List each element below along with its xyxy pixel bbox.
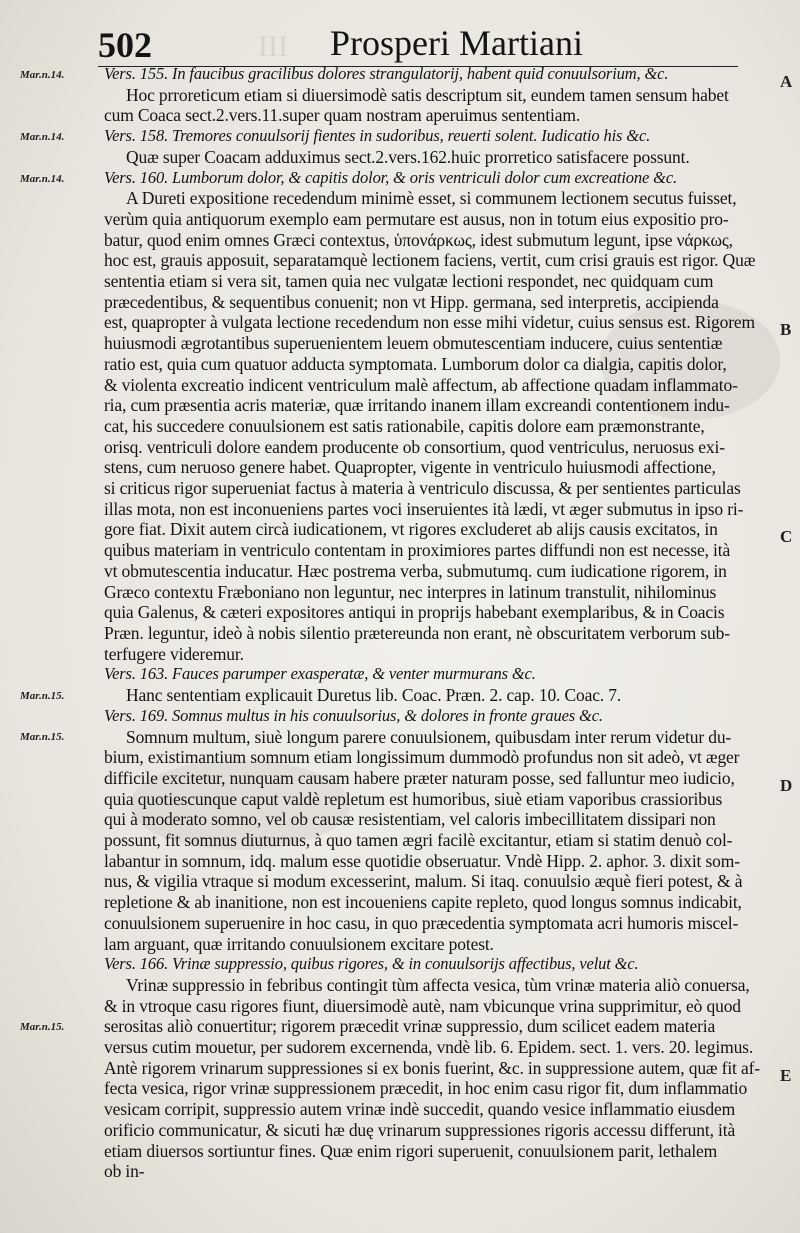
- text-line: illas mota, non est inconueniens partes voci inseruientes ità lædi, vt æger submutus in ipso ri-: [104, 498, 744, 519]
- text-line: orisq. ventriculi dolore eandem producente ob consortium, quod ventriculus, neruosus exi-: [104, 436, 725, 457]
- section-letter: D: [780, 775, 793, 795]
- text-line: hoc est, grauis apposuit, separatamquè lectionem faciens, vertit, cum crisi grauis est rigor. Quæ: [104, 250, 756, 271]
- text-line: Antè rigorem vrinarum suppressiones si ex bonis fuerint, &c. in suppressione autem, quæ fit af-: [104, 1057, 760, 1078]
- text-line: difficile excitetur, nunquam causam habere præter naturam posse, sed falluntur meo iudicio,: [104, 767, 735, 788]
- text-line: fecta vesica, rigor vrinæ suppressionem præcedit, in hoc enim casu rigor fit, dum inflammatio: [104, 1078, 748, 1099]
- text-line: Græco contextu Fræboniano non leguntur, nec interpres in latinum transtulit, nihilominus: [104, 581, 717, 602]
- running-head: Prosperi Martiani: [330, 23, 583, 63]
- text-line: stens, cum neruoso genere habet. Quapropter, vigente in ventriculo huiusmodi affectione,: [104, 457, 716, 478]
- text-body: [104, 64, 772, 1182]
- text-line: serositas aliò conuertitur; rigorem præcedit vrinæ suppressio, dum scilicet eadem materia: [104, 1016, 716, 1037]
- text-line: huiusmodi ægrotantibus superuenientem leuem obmutescentiam inducere, cuius sententiæ: [104, 333, 723, 354]
- text-line: quia Galenus, & cæteri expositores antiqui in proprijs habebant exemplaribus, & in Coacis: [104, 602, 725, 623]
- text-line: quibus materiam in ventriculo contentam in proximiores partes diffundi non est necesse, ità: [104, 540, 731, 561]
- text-line: bium, existimantium somnum etiam longissimum dummodò profundus non sit adeò, vt æger: [104, 747, 740, 768]
- bleed-through-text: III: [258, 30, 288, 63]
- text-line: ob in-: [104, 1161, 145, 1182]
- text-line: orificio communicatur, & sicuti hæ duę vrinarum suppressiones rigoris accessu differunt, ità: [104, 1119, 736, 1140]
- verse-reference: Vers. 158. Tremores conuulsorij fientes in sudoribus, reuerti solent. Iudicatio his &c.: [104, 126, 651, 146]
- text-line: gore fiat. Dixit autem circà iudicationem, vt rigores excluderet ab alijs causis excitatos, in: [104, 519, 718, 540]
- section-letter: A: [780, 72, 793, 91]
- text-line: est, quapropter à vulgata lectione recedendum non esse mihi videtur, cuius sensus est. Rigorem: [104, 312, 755, 333]
- text-line: repletione & ab inanitione, non est incoueniens capite repleto, quod longus somnus indicabit,: [104, 892, 742, 913]
- text-line: ratio est, quia cum quatuor adducta symptomata. Lumborum dolor ca dialgia, capitis dolor,: [104, 353, 727, 374]
- margin-note: Mar.n.14.: [20, 131, 65, 144]
- margin-note: Mar.n.14.: [20, 69, 65, 81]
- text-line: si criticus rigor superueniat factus à materia à ventriculo discussa, & per sentientes particulas: [104, 478, 741, 499]
- text-line: Præn. leguntur, ideò à nobis silentio prætereunda non erant, nè obscuritatem verborum sub-: [104, 622, 730, 643]
- paragraph: [104, 64, 772, 126]
- text-line: Vrinæ suppressio in febribus contingit tùm affecta vesica, tùm vrinæ materia aliò conuersa,: [126, 974, 750, 995]
- verse-reference: Vers. 163. Fauces parumper exasperatæ, & venter murmurans &c.: [104, 664, 536, 684]
- text-line: terfugere videremur.: [104, 643, 244, 664]
- verse-reference: Vers. 169. Somnus multus in his conuulsorius, & dolores in fronte graues &c.: [104, 705, 603, 725]
- text-line: ria, cum præsentia acris materiæ, quæ irritando inanem illam excreandi contentionem indu-: [104, 395, 730, 416]
- text-line: Quæ super Coacam adduximus sect.2.vers.162.huic prorretico satisfacere possunt.: [126, 146, 690, 167]
- paragraph: [104, 168, 772, 665]
- text-line: vesicam corripit, suppressio autem vrinæ indè succedit, quando vesice inflammatio eiusdem: [104, 1099, 736, 1120]
- section-letter: B: [780, 320, 792, 340]
- verse-reference: Vers. 166. Vrinæ suppressio, quibus rigores, & in conuulsorijs affectibus, velut &c.: [104, 954, 639, 974]
- text-line: præcedentibus, & sequentibus conuenit; non vt Hipp. germana, sed interpretis, accipienda: [104, 291, 719, 312]
- verse-reference: Vers. 160. Lumborum dolor, & capitis dolor, & oris ventriculi dolor cum excreatione &c.: [104, 167, 677, 187]
- text-line: Hanc sententiam explicauit Duretus lib. Coac. Præn. 2. cap. 10. Coac. 7.: [126, 685, 622, 706]
- text-line: cat, his succedere conuulsionem est satis rationabile, capitis dolore eam præmonstrante,: [104, 415, 705, 436]
- text-line: & violenta excreatio indicent ventriculum malè affectum, ab affectione quadam inflammato-: [104, 374, 738, 395]
- text-line: Somnum multum, siuè longum parere conuulsionem, quibusdam inter rerum videtur du-: [126, 726, 732, 747]
- paragraph: [104, 664, 772, 705]
- text-line: etiam diuersos sortiuntur fines. Quæ enim rigori superuenit, conuulsionem parit, lethalem: [104, 1140, 718, 1161]
- text-line: Hoc prroreticum etiam si diuersimodè satis descriptum sit, eundem tamen sensum habet: [126, 84, 729, 105]
- margin-note: Mar.n.15.: [20, 731, 65, 744]
- text-line: cum Coaca sect.2.vers.11.super quam nostram aperuimus sententiam.: [104, 105, 581, 126]
- text-line: labantur in somnum, idq. malum esse quotidie obseruatur. Vndè Hipp. 2. aphor. 3. dixit som-: [104, 850, 740, 871]
- paragraph: [104, 706, 772, 954]
- text-line: conuulsionem superuenire in hoc casu, in quo præcedentia symptomata acri humoris miscel-: [104, 912, 739, 933]
- section-letter: C: [780, 527, 793, 547]
- text-line: possunt, fit somnus diuturnus, à quo tamen ægri facilè excitantur, etiam si statim denuò col-: [104, 830, 733, 851]
- page-number: 502: [98, 25, 152, 65]
- text-line: A Dureti expositione recedendum minimè esset, si communem lectionem secutus fuisset,: [126, 188, 737, 209]
- section-letter: E: [780, 1065, 792, 1085]
- margin-note: Mar.n.15.: [20, 1021, 65, 1034]
- verse-reference: Vers. 155. In faucibus gracilibus dolores strangulatorij, habent quid conuulsorium, &c.: [104, 64, 669, 83]
- text-line: quia quotiescunque caput valdè repletum est humoribus, siuè etiam vaporibus crassioribus: [104, 788, 723, 809]
- paragraph: [104, 954, 772, 1182]
- margin-note: Mar.n.14.: [20, 172, 65, 185]
- margin-note: Mar.n.15.: [20, 690, 65, 702]
- text-line: lam arguant, quæ irritando conuulsionem excitare potest.: [104, 933, 494, 954]
- text-line: versus cutim mouetur, per sudorem excernenda, vndè lib. 6. Epidem. sect. 1. vers. 20. legimus.: [104, 1037, 754, 1058]
- text-line: & in vtroque casu rigores fiunt, diuersimodè autè, nam vbicunque vrina supprimitur, eò quod: [104, 995, 741, 1016]
- page-header: [98, 22, 738, 67]
- text-line: sententia etiam si vera sit, tamen quia nec vulgatæ lectioni respondet, nec quidquam cum: [104, 271, 714, 292]
- text-line: verùm quia antiquorum exemplo eam permutare est ausus, non in totum eius expositio pro-: [104, 208, 729, 229]
- text-line: nus, & vigilia vtraque si modum excesserint, malum. Si itaq. conuulsio æquè fieri potest, & à: [104, 871, 743, 892]
- paragraph: [104, 126, 772, 167]
- text-line: batur, quod enim omnes Græci contextus, ὑπονάρκως, idest submutum legunt, ipse νάρκως,: [104, 229, 733, 250]
- text-line: vt obmutescentia inducatur. Hæc postrema verba, submutumq. cum iudicatione rigorem, in: [104, 560, 727, 581]
- text-line: qui à moderato somno, vel ob causæ resistentiam, vel caloris imbecillitatem dissipari non: [104, 809, 716, 830]
